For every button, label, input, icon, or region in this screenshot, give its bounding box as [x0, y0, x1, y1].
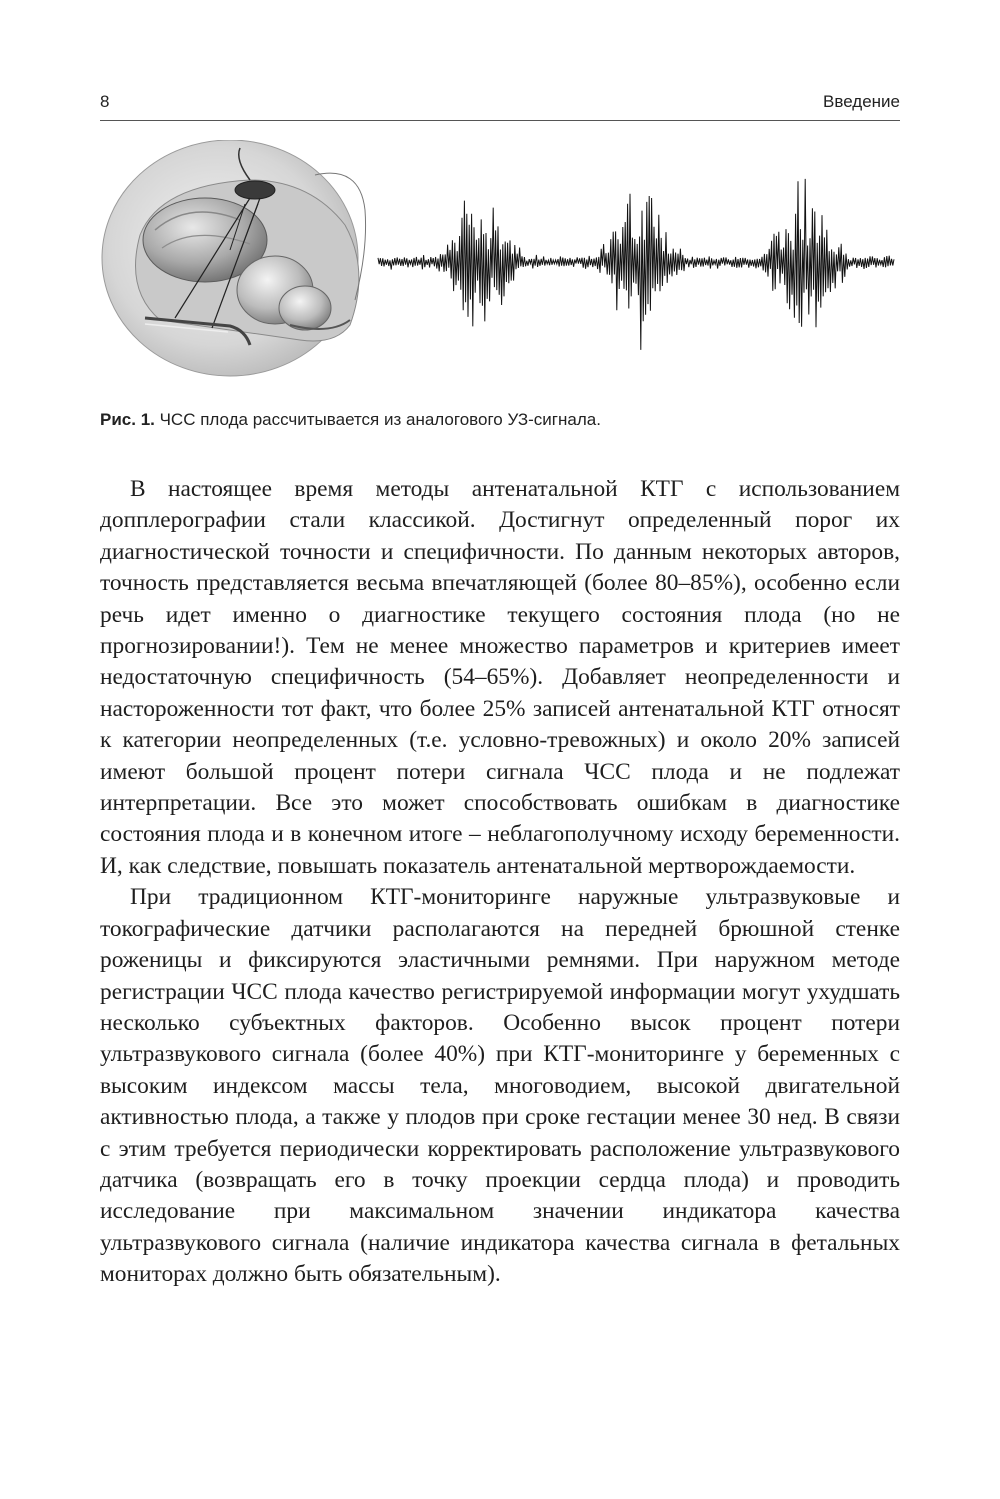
running-head — [100, 88, 900, 116]
figure-illustration — [100, 140, 900, 390]
header-rule — [100, 120, 900, 121]
ultrasound-waveform — [378, 179, 894, 350]
fetus-ultrasound-illustration — [102, 140, 366, 376]
waveform-trace — [378, 179, 894, 350]
paragraph-2: При традиционном КТГ-мониторинге наружные ультразвуковые и токографические датчики располагаются на передней брюшной стенке роженицы и фиксируются эластичными ремнями. При наружном методе регистрации ЧСС плода качество регистрируемой информации могут ухудшать несколько субъектных факторов. Особенно высок процент потери ультразвукового сигнала (более 40%) при КТГ-мониторинге у беременных с высоким индексом массы тела, многоводием, высокой двигательной активностью плода, а также у плодов при сроке гестации менее 30 нед. В связи с этим требуется периодически корректировать расположение ультразвукового датчика (возвращать его в точку проекции сердца плода) и проводить исследование при максимальном значении индикатора качества ультразвукового сигнала (наличие индикатора качества сигнала в фетальных мониторах должно быть обязательным). — [100, 884, 900, 1288]
page-number: 8 — [100, 92, 110, 111]
figure-caption — [100, 408, 900, 432]
caption-text: ЧСС плода рассчитывается из аналогового УЗ-сигнала. — [154, 410, 601, 429]
figure-1 — [100, 140, 900, 390]
body-text — [100, 474, 900, 1291]
caption-label: Рис. 1. — [100, 410, 155, 429]
paragraph-1: В настоящее время методы антенатальной КТГ с использованием допплерографии стали классикой. Достигнут определенный порог их диагностической точности и специфичности. По данным некоторых авторов, точность представляется весьма впечатляющей (более 80–85%), особенно если речь идет именно о диагностике текущего состояния плода (но не прогнозировании!). Тем не менее множество параметров и критериев имеет недостаточную специфичность (54–65%). Добавляет неопределенности и настороженности тот факт, что более 25% записей антенатальной КТГ относят к категории неопределенных (т.е. условно-тревожных) и около 20% записей имеют большой процент потери сигнала ЧСС плода и не подлежат интерпретации. Все это может способствовать ошибкам в диагностике состояния плода и в конечном итоге – неблагополучному исходу беременности. И, как следствие, повышать показатель антенатальной мертворождаемости. — [100, 476, 900, 879]
section-title: Введение — [823, 92, 900, 111]
